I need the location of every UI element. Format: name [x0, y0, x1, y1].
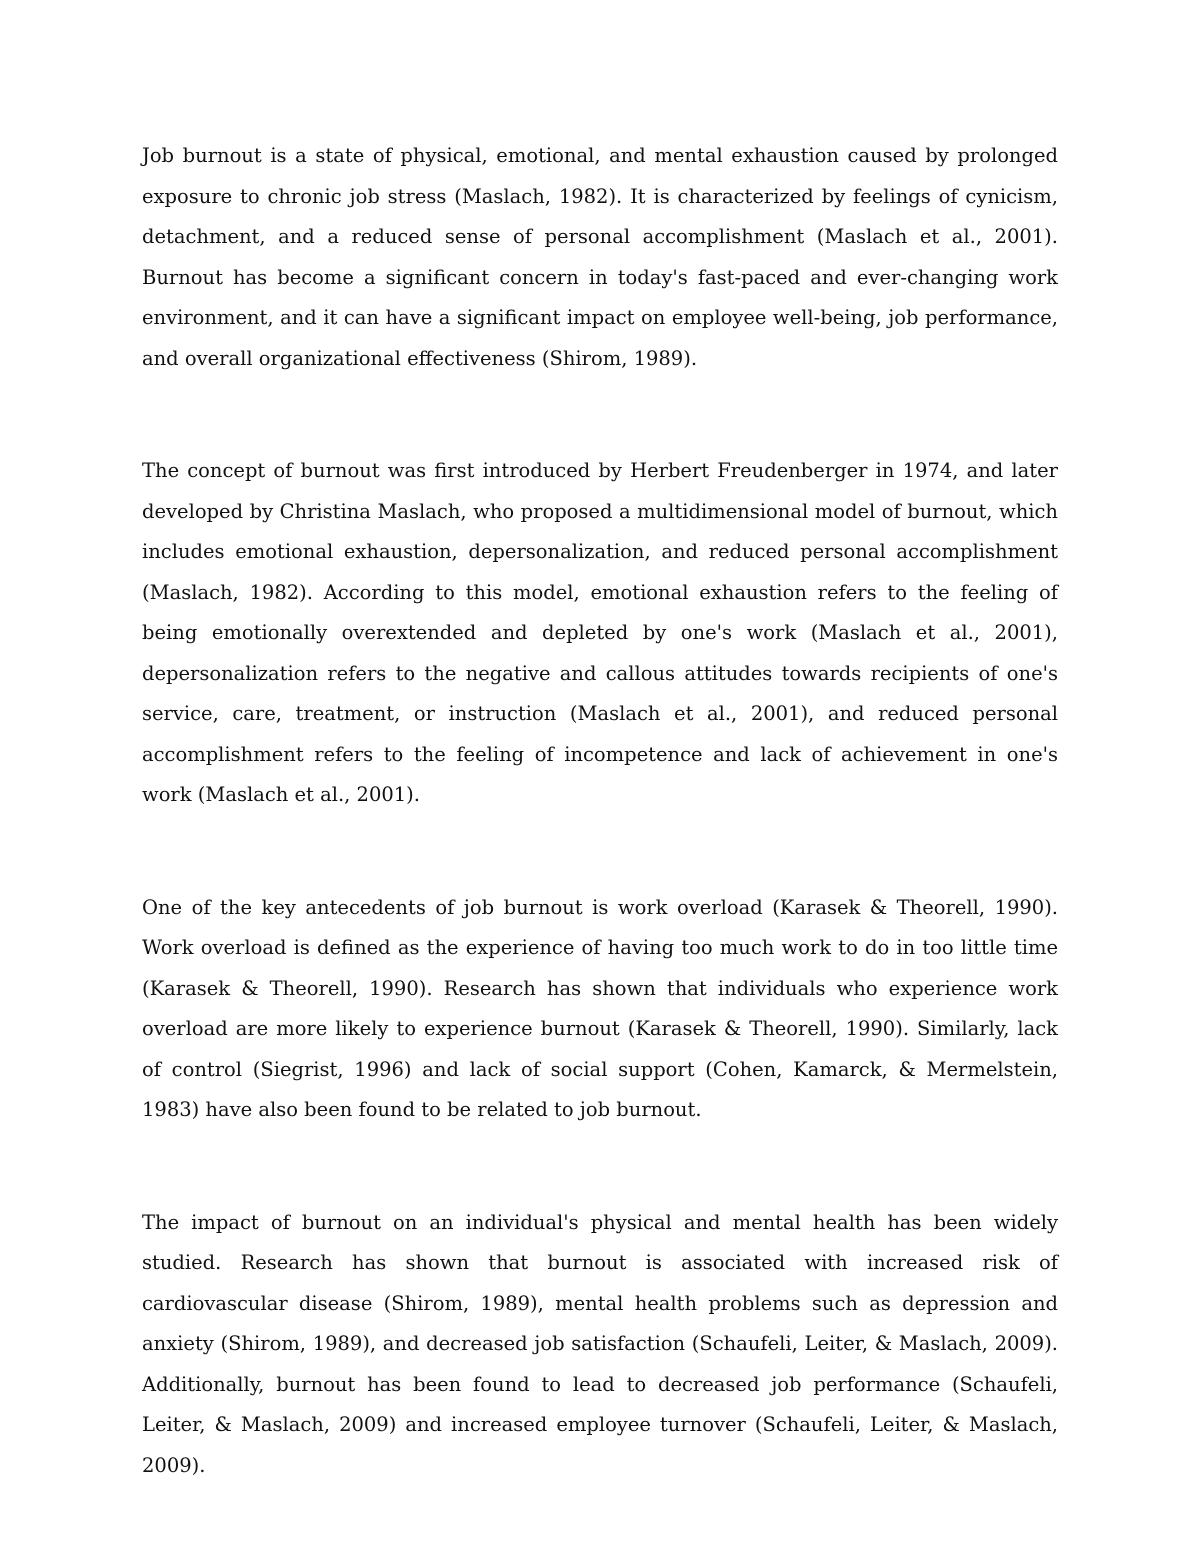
paragraph-burnout-impact: The impact of burnout on an individual's physical and mental health has been widely studied. Research has shown that burnout is associated with increased risk of cardiovascular disease (Shirom, 1989), mental health problems such as depression and anxiety (Shirom, 1989), and decreased job satisfaction (Schaufeli, Leiter, & Maslach, 2009). Additionally, burnout has been found to lead to decreased job performance (Schaufeli, Leiter, & Maslach, 2009) and increased employee turnover (Schaufeli, Leiter, & Maslach, 2009).: [142, 1210, 1058, 1477]
paragraph-burnout-definition: Job burnout is a state of physical, emotional, and mental exhaustion caused by prolonged exposure to chronic job stress (Maslach, 1982). It is characterized by feelings of cynicism, detachment, and a reduced sense of personal accomplishment (Maslach et al., 2001). Burnout has become a significant concern in today's fast-paced and ever-changing work environment, and it can have a significant impact on employee well-being, job performance, and overall organizational effectiveness (Shirom, 1989).: [142, 144, 1058, 370]
paragraph-burnout-antecedents: One of the key antecedents of job burnout is work overload (Karasek & Theorell, 1990). Work overload is defined as the experience of having too much work to do in too little time (Karasek & Theorell, 1990). Research has shown that individuals who experience work overload are more likely to experience burnout (Karasek & Theorell, 1990). Similarly, lack of control (Siegrist, 1996) and lack of social support (Cohen, Kamarck, & Mermelstein, 1983) have also been found to be related to job burnout.: [142, 895, 1058, 1121]
document-body: [142, 136, 1058, 1558]
paragraph-burnout-concept: The concept of burnout was first introduced by Herbert Freudenberger in 1974, and later developed by Christina Maslach, who proposed a multidimensional model of burnout, which includes emotional exhaustion, depersonalization, and reduced personal accomplishment (Maslach, 1982). According to this model, emotional exhaustion refers to the feeling of being emotionally overextended and depleted by one's work (Maslach et al., 2001), depersonalization refers to the negative and callous attitudes towards recipients of one's service, care, treatment, or instruction (Maslach et al., 2001), and reduced personal accomplishment refers to the feeling of incompetence and lack of achievement in one's work (Maslach et al., 2001).: [142, 459, 1058, 806]
